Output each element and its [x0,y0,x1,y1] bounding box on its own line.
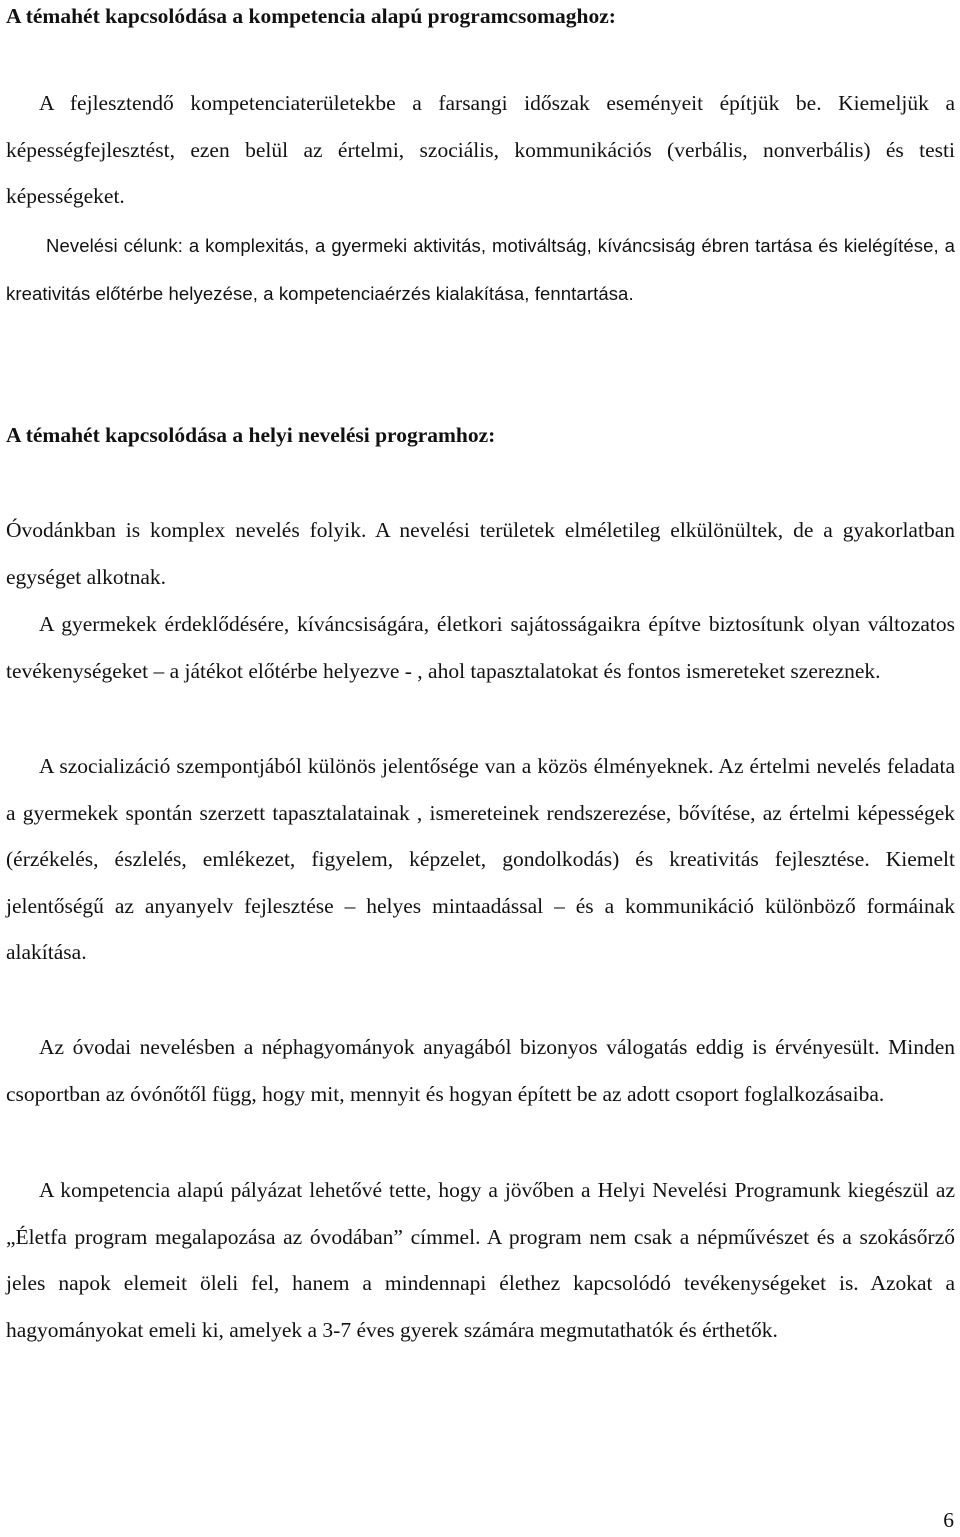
section-heading-local-program: A témahét kapcsolódása a helyi nevelési programhoz: [6,423,496,447]
paragraph-folk-traditions: Az óvodai nevelésben a néphagyományok anyagából bizonyos válogatás eddig is érvényesült. Minden csoportban az óvónőtől függ, hogy mit, mennyit és hogyan épített be az adott csoport foglalkozásaiba. [6,1035,955,1106]
section-heading-competency: A témahét kapcsolódása a kompetencia alapú programcsomaghoz: [6,4,616,28]
page-number: 6 [943,1508,954,1532]
paragraph-development-areas: A fejlesztendő kompetenciaterületekbe a farsangi időszak eseményeit építjük be. Kiemeljük a képességfejlesztést, ezen belül az értelmi, szociális, kommunikációs (verbális, nonverbális) és testi képességeket. [6,91,955,208]
paragraph-socialization: A szocializáció szempontjából különös jelentősége van a közös élményeknek. Az értelmi nevelés feladata a gyermekek spontán szerzett tapasztalatainak , ismereteinek rendszerezése, bővítése, az értelmi képességek (érzékelés, észlelés, emlékezet, figyelem, képzelet, gondolkodás) és kreativitás fejlesztése. Kiemelt jelentőségű az anyanyelv fejlesztése – helyes mintaadással – és a kommunikáció különböző formáinak alakítása. [6,754,955,964]
paragraph-complex-education: Óvodánkban is komplex nevelés folyik. A nevelési területek elméletileg elkülönültek, de a gyakorlatban egységet alkotnak. [6,518,955,589]
paragraph-educational-goal: Nevelési célunk: a komplexitás, a gyermeki aktivitás, motiváltság, kíváncsiság ébren tartása és kielégítése, a kreativitás előtérbe helyezése, a kompetenciaérzés kialakítása, fenntartása. [6,235,955,304]
paragraph-children-interests: A gyermekek érdeklődésére, kíváncsiságára, életkori sajátosságaikra építve biztosítunk olyan változatos tevékenységeket – a játékot előtérbe helyezve - , ahol tapasztalatokat és fontos ismereteket szereznek. [6,612,955,683]
paragraph-competency-tender: A kompetencia alapú pályázat lehetővé tette, hogy a jövőben a Helyi Nevelési Programunk kiegészül az „Életfa program megalapozása az óvodában” címmel. A program nem csak a népművészet és a szokásőrző jeles napok elemeit öleli fel, hanem a mindennapi élethez kapcsolódó tevékenységeket is. Azokat a hagyományokat emeli ki, amelyek a 3-7 éves gyerek számára megmutathatók és érthetők. [6,1178,955,1342]
